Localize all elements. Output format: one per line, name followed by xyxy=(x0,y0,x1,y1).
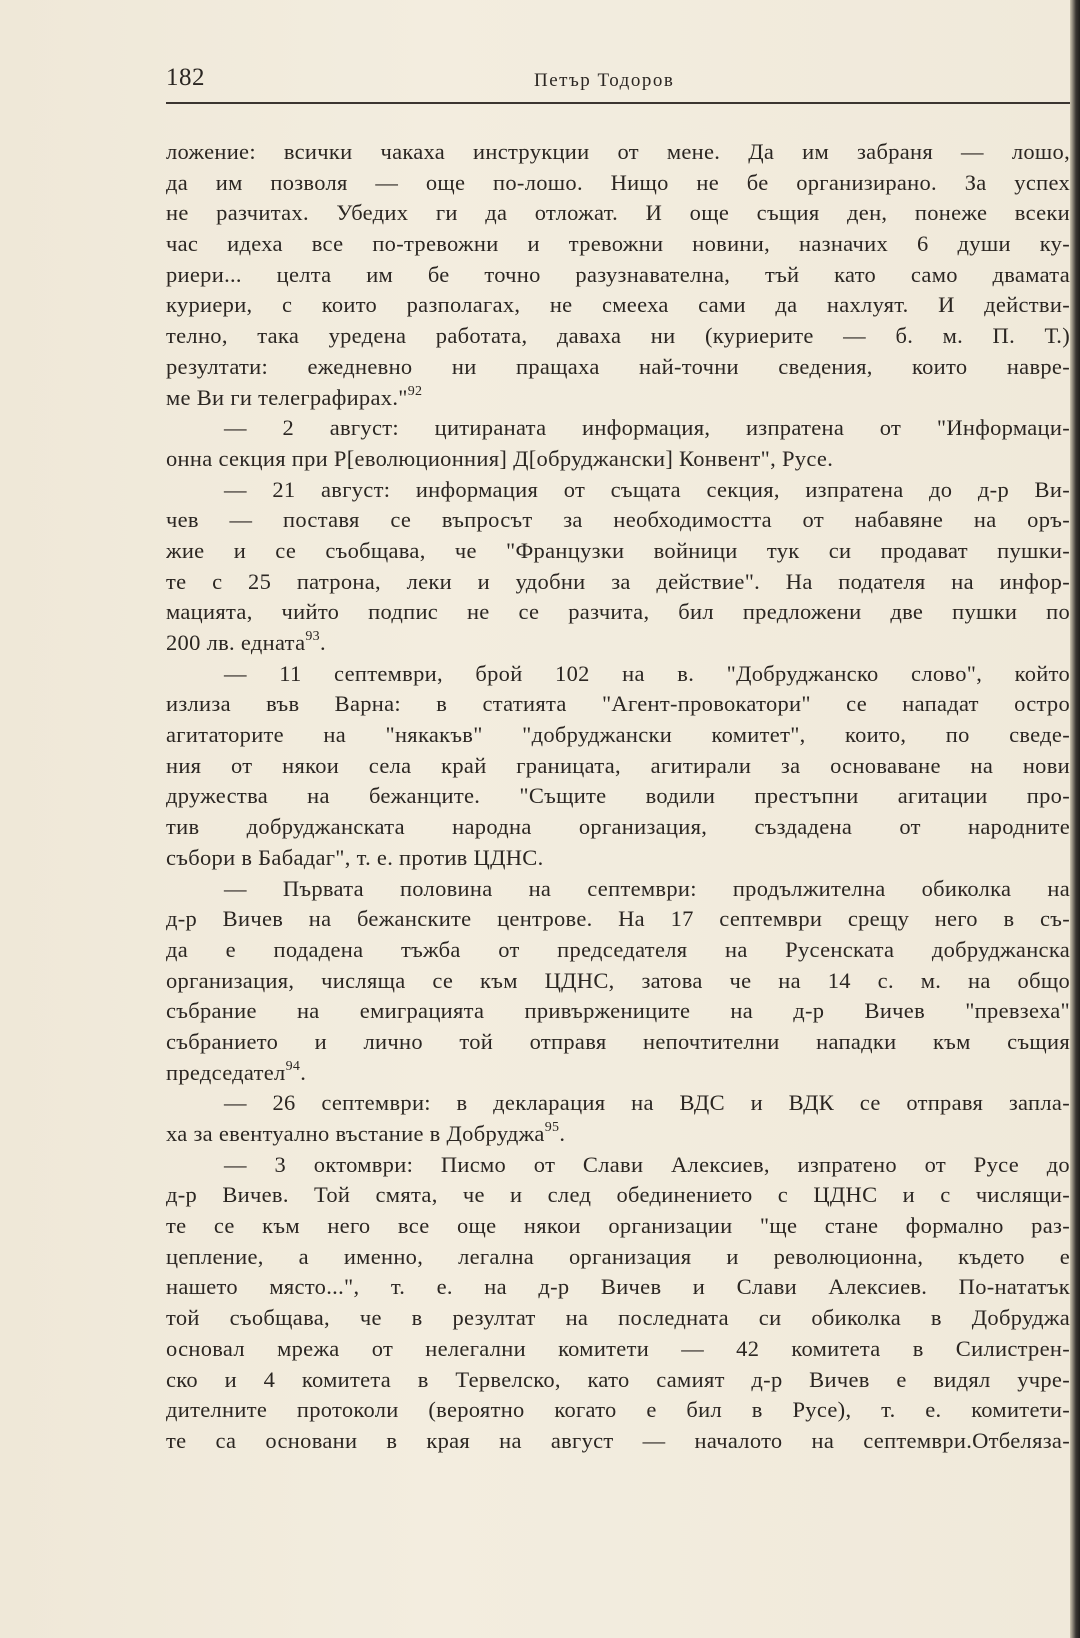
text-line xyxy=(166,1334,1070,1365)
text-line-content: събрание на емиграцията привържениците на д-р Вичев "превзеха" xyxy=(166,998,1070,1024)
text-line-content: събранието и лично той отправя непочтителни нападки към същия xyxy=(166,1028,1070,1054)
text-line xyxy=(166,321,1070,352)
text-line xyxy=(166,874,1070,905)
text-line-content: цепление, а именно, легална организация и революционна, където е xyxy=(166,1243,1070,1269)
text-line-content: жие и се съобщава, че "Французки войници тук си продават пушки- xyxy=(166,537,1070,563)
text-line-content: резултати: ежедневно ни пращаха най-точни сведения, които навре- xyxy=(166,353,1070,379)
text-line xyxy=(166,567,1070,598)
running-head: Петър Тодоров xyxy=(534,70,675,91)
text-line xyxy=(166,1027,1070,1058)
text-line-tail: . xyxy=(300,1059,307,1085)
text-line xyxy=(166,1242,1070,1273)
text-line-content: — 26 септември: в декларация на ВДС и ВДК се отправя запла- xyxy=(224,1090,1070,1116)
text-line-content: — 11 септември, брой 102 на в. "Добруджанско слово", който xyxy=(224,660,1070,686)
text-line-content: ха за евентуално въстание в Добруджа xyxy=(166,1121,545,1146)
text-line xyxy=(166,413,1070,444)
footnote-marker[interactable]: 94 xyxy=(285,1058,301,1074)
text-line xyxy=(166,812,1070,843)
text-line xyxy=(166,1426,1070,1457)
text-line xyxy=(166,260,1070,291)
text-line-content: ложение: всички чакаха инструкции от мене. Да им забраня — лошо, xyxy=(166,139,1070,164)
text-line xyxy=(166,628,1070,659)
text-line xyxy=(166,137,1070,168)
text-line-content: чев — поставя се въпросът за необходимостта от набавяне на оръ- xyxy=(166,507,1070,533)
text-line-content: агитаторите на "някакъв" "добруджански комитет", които, по сведе- xyxy=(166,722,1070,748)
text-line-content: онна секция при Р[еволюционния] Д[обруджански] Конвент", Русе. xyxy=(166,445,834,471)
page-number: 182 xyxy=(166,64,205,91)
footnote-marker[interactable]: 95 xyxy=(544,1120,560,1135)
text-line xyxy=(166,1088,1070,1119)
text-line xyxy=(166,168,1070,199)
text-line-content: — 21 август: информация от същата секция, изпратена до д-р Ви- xyxy=(224,476,1070,502)
page-header xyxy=(166,64,1068,104)
text-line xyxy=(166,352,1070,383)
text-line-content: председател xyxy=(166,1059,286,1085)
text-line xyxy=(166,904,1070,935)
text-line xyxy=(166,1211,1070,1242)
header-rule xyxy=(166,102,1070,104)
text-line xyxy=(166,444,1070,475)
text-line-content: не разчитах. Убедих ги да отложат. И още същия ден, понеже всеки xyxy=(166,200,1070,226)
text-line xyxy=(166,659,1070,690)
text-line xyxy=(166,1365,1070,1396)
text-line-content: излиза във Варна: в статията "Агент-провокатори" се нападат остро xyxy=(166,691,1070,717)
body-text xyxy=(166,137,1070,1457)
footnote-marker[interactable]: 93 xyxy=(305,629,320,644)
text-line-content: куриери, с които разполагах, не смееха сами да нахлуят. И действи- xyxy=(166,292,1070,318)
text-line xyxy=(166,383,1070,414)
text-line xyxy=(166,781,1070,812)
text-line xyxy=(166,1272,1070,1303)
text-line xyxy=(166,996,1070,1027)
text-line-content: те са основани в края на август — началото на септември.Отбеляза- xyxy=(166,1427,1070,1453)
text-line-content: организация, числяща се към ЦДНС, затова че на 14 с. м. на общо xyxy=(166,967,1070,993)
text-line xyxy=(166,1058,1070,1089)
text-line xyxy=(166,689,1070,720)
text-line-content: основал мрежа от нелегални комитети — 42 комитета в Силистрен- xyxy=(166,1335,1070,1361)
text-line-content: ния от някои села край границата, агитирали за основаване на нови xyxy=(166,752,1070,778)
text-line xyxy=(166,229,1070,260)
text-line-content: той съобщава, че в резултат на последната си обиколка в Добруджа xyxy=(166,1305,1070,1331)
text-line-content: 200 лв. едната xyxy=(166,630,306,655)
text-line-content: дружества на бежанците. "Същите водили престъпни агитации про- xyxy=(166,783,1070,809)
text-line-content: тив добруджанската народна организация, създадена от народните xyxy=(166,814,1070,840)
text-line-tail: . xyxy=(559,1121,566,1146)
text-line-content: събори в Бабадаг", т. е. против ЦДНС. xyxy=(166,844,544,870)
text-line-content: д-р Вичев на бежанските центрове. На 17 септември срещу него в съ- xyxy=(166,906,1070,932)
text-line xyxy=(166,1119,1070,1150)
text-line xyxy=(166,1303,1070,1334)
text-line-content: ско и 4 комитета в Тервелско, като самият д-р Вичев е видял учре- xyxy=(166,1366,1070,1392)
text-line xyxy=(166,966,1070,997)
text-line xyxy=(166,935,1070,966)
text-line-content: риери... целта им бе точно разузнавателна, тъй като само двамата xyxy=(166,261,1070,287)
text-line-content: — 3 октомври: Писмо от Слави Алексиев, изпратено от Русе до xyxy=(224,1151,1070,1177)
text-line xyxy=(166,505,1070,536)
page-edge-shadow xyxy=(1070,0,1080,1638)
text-line-tail: . xyxy=(319,630,326,655)
text-line-content: да им позволя — още по-лошо. Нищо не бе организирано. За успех xyxy=(166,169,1070,195)
text-line-content: дителните протоколи (вероятно когато е бил в Русе), т. е. комитети- xyxy=(166,1397,1070,1423)
text-line xyxy=(166,720,1070,751)
text-line-content: — Първата половина на септември: продължителна обиколка на xyxy=(224,875,1070,901)
text-line xyxy=(166,290,1070,321)
text-line-content: д-р Вичев. Той смята, че и след обединението с ЦДНС и с числящи- xyxy=(166,1182,1070,1208)
text-line xyxy=(166,1180,1070,1211)
text-line-content: — 2 август: цитираната информация, изпратена от "Информаци- xyxy=(224,415,1070,441)
text-line xyxy=(166,198,1070,229)
text-line-content: час идеха все по-тревожни и тревожни новини, назначих 6 души ку- xyxy=(166,231,1070,257)
text-line xyxy=(166,597,1070,628)
text-line xyxy=(166,1395,1070,1426)
footnote-marker[interactable]: 92 xyxy=(407,383,423,399)
text-line-content: да е подадена тъжба от председателя на Русенската добруджанска xyxy=(166,936,1070,962)
text-line xyxy=(166,1150,1070,1181)
text-line-content: телно, така уредена работата, даваха ни (куриерите — б. м. П. Т.) xyxy=(166,323,1070,349)
text-line xyxy=(166,536,1070,567)
text-line-content: мацията, чийто подпис не се разчита, бил предложени две пушки по xyxy=(166,599,1070,625)
text-line xyxy=(166,475,1070,506)
text-line-content: те се към него все още някои организации "ще стане формално раз- xyxy=(166,1213,1070,1239)
text-line-content: ме Ви ги телеграфирах." xyxy=(166,384,408,410)
text-line-content: те с 25 патрона, леки и удобни за действие". На подателя на инфор- xyxy=(166,568,1070,594)
text-line xyxy=(166,751,1070,782)
text-line xyxy=(166,843,1070,874)
text-line-content: нашето място...", т. е. на д-р Вичев и Слави Алексиев. По-нататък xyxy=(166,1274,1070,1300)
